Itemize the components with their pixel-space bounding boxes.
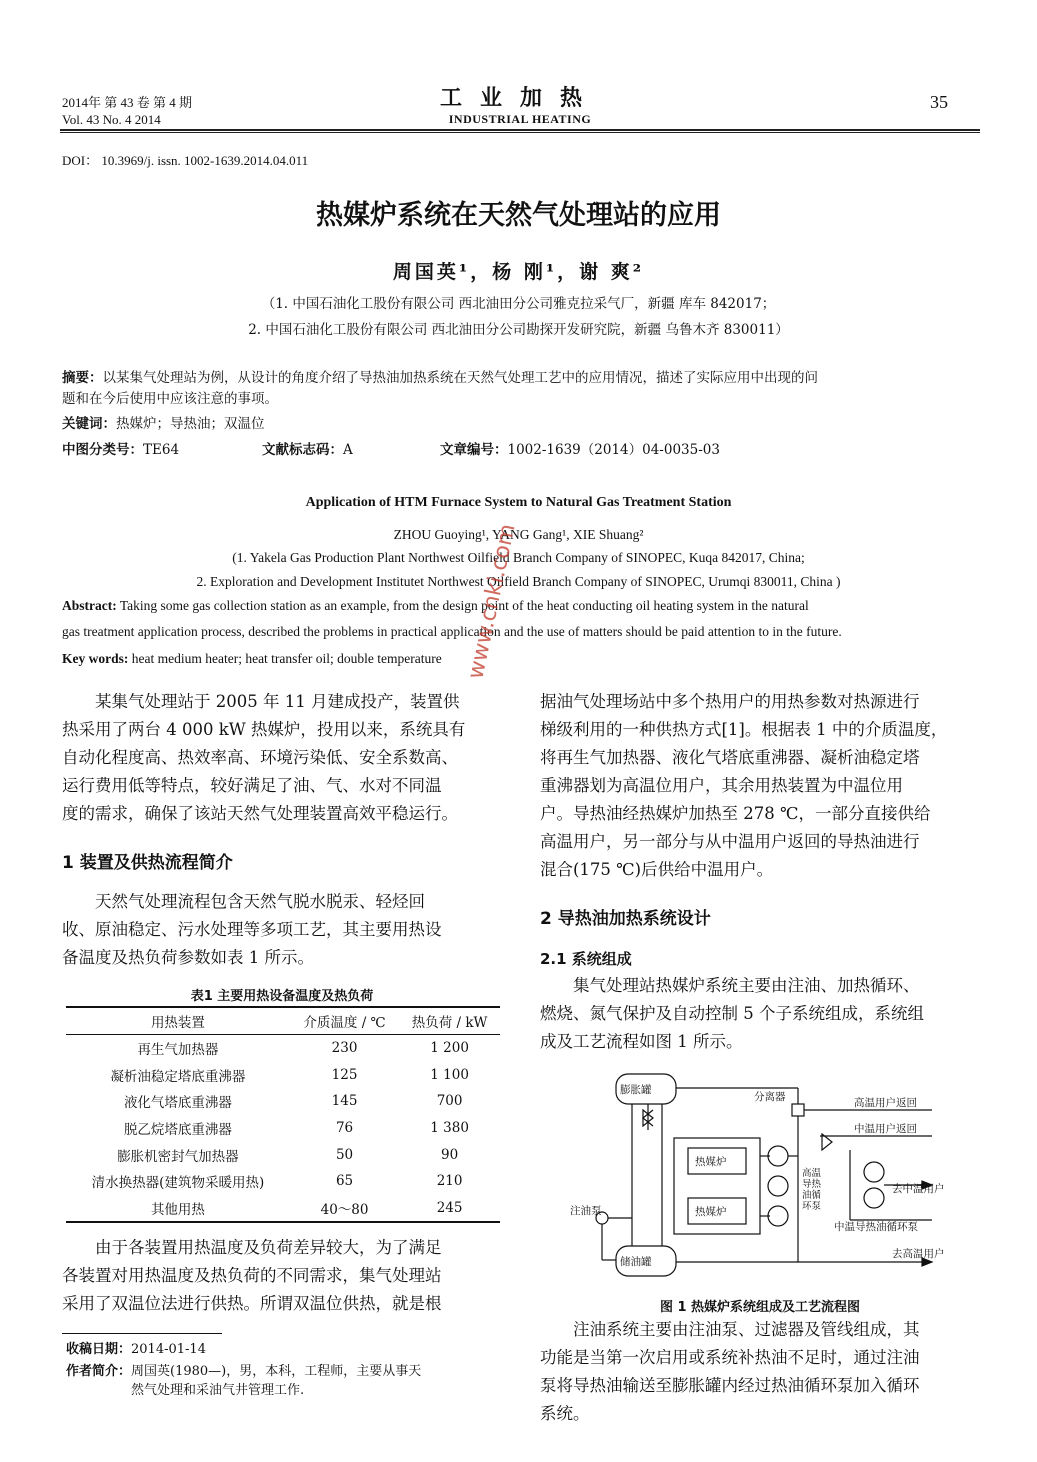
english-keywords-label: Key words: bbox=[62, 651, 129, 666]
after-figure-line: 注油系统主要由注油泵、过滤器及管线组成，其 bbox=[573, 1320, 920, 1339]
english-title: Application of HTM Furnace System to Natural Gas Treatment Station bbox=[305, 495, 732, 510]
label-high-pump-text bbox=[802, 1167, 822, 1212]
keywords-text: 热媒炉；导热油；双温位 bbox=[116, 416, 265, 432]
table-cell: 210 bbox=[436, 1173, 463, 1190]
english-keywords bbox=[62, 646, 982, 672]
label-furnace-2: 热媒炉 bbox=[695, 1206, 727, 1218]
table-cell: 230 bbox=[331, 1040, 358, 1057]
label-mid-return: 中温用户返回 bbox=[854, 1123, 917, 1135]
table-row bbox=[66, 1141, 500, 1168]
watermark-text: www.cnki.com bbox=[463, 521, 521, 682]
english-abstract-line1: Taking some gas collection station as an example, from the design point of the heat conducting oil heating system in the natural bbox=[116, 598, 809, 613]
table-cell: 65 bbox=[335, 1173, 354, 1190]
label-to-mid: 去中温用户 bbox=[892, 1183, 945, 1195]
label-furnace-1: 热媒炉 bbox=[695, 1156, 727, 1168]
label-high-pump-line: 导热 bbox=[802, 1179, 822, 1190]
label-high-pump bbox=[802, 1167, 822, 1212]
right-line: 户。导热油经热媒炉加热至 278 ℃，一部分直接供给 bbox=[540, 804, 931, 823]
received-date bbox=[66, 1340, 206, 1359]
table-cell: 液化气塔底重沸器 bbox=[123, 1095, 232, 1112]
header-rule bbox=[60, 129, 980, 131]
table-cell: 125 bbox=[331, 1066, 358, 1083]
doc-code-value: A bbox=[343, 442, 353, 458]
label-expansion-tank: 膨胀罐 bbox=[620, 1084, 652, 1096]
separator-shape bbox=[792, 1104, 804, 1116]
journal-masthead bbox=[400, 86, 640, 126]
bio-line2: 然气处理和采油气井管理工作. bbox=[131, 1383, 305, 1398]
mid-pump-2-shape bbox=[864, 1188, 884, 1208]
right-line: 高温用户，另一部分与从中温用户返回的导热油进行 bbox=[540, 832, 920, 851]
doc-code-label: 文献标志码： bbox=[262, 442, 343, 458]
affiliation-1: （1. 中国石油化工股份有限公司 西北油田分公司雅克拉采气厂，新疆 库车 842017； bbox=[261, 296, 776, 312]
label-high-return: 高温用户返回 bbox=[854, 1097, 917, 1109]
table-row bbox=[66, 1062, 500, 1089]
journal-name-cn: 工业加热 bbox=[439, 86, 600, 111]
table-cell: 清水换热器(建筑物采暖用热) bbox=[91, 1175, 265, 1192]
intro-line: 自动化程度高、热效率高、环境污染低、安全系数高、 bbox=[62, 748, 458, 767]
after-table-paragraph bbox=[62, 1234, 502, 1318]
issue-info bbox=[62, 94, 192, 128]
footnote-rule bbox=[62, 1333, 222, 1334]
right-line: 重沸器划为高温位用户，其余用热装置为中温位用 bbox=[540, 776, 903, 795]
after-table-line: 由于各装置用热温度及负荷差异较大，为了满足 bbox=[95, 1238, 442, 1257]
article-no-label: 文章编号： bbox=[440, 442, 508, 458]
table-cell: 76 bbox=[335, 1120, 354, 1137]
intro-line: 某集气处理站于 2005 年 11 月建成投产，装置供 bbox=[95, 692, 460, 711]
table-header: 用热装置 bbox=[66, 1007, 290, 1035]
intro-continued bbox=[62, 716, 502, 828]
clc-label: 中图分类号： bbox=[62, 442, 143, 458]
abstract-cn bbox=[62, 368, 982, 410]
intro-line: 运行费用低等特点，较好满足了油、气、水对不同温 bbox=[62, 776, 442, 795]
abstract-line2: 题和在今后使用中应该注意的事项。 bbox=[62, 391, 278, 407]
doi: DOI： 10.3969/j. issn. 1002-1639.2014.04.011 bbox=[62, 153, 309, 168]
right-line: 将再生气加热器、液化气塔底重沸器、凝析油稳定塔 bbox=[540, 748, 920, 767]
section-1-line: 备温度及热负荷参数如表 1 所示。 bbox=[62, 948, 314, 967]
pump-2-shape bbox=[768, 1176, 788, 1196]
label-storage-tank: 储油罐 bbox=[620, 1256, 652, 1268]
table-1-caption: 表1 主要用热设备温度及热负荷 bbox=[190, 989, 374, 1004]
table-cell: 凝析油稳定塔底重沸器 bbox=[110, 1068, 246, 1085]
table-cell: 膨胀机密封气加热器 bbox=[117, 1148, 239, 1165]
table-header: 介质温度 / ℃ bbox=[290, 1007, 399, 1035]
right-line: 梯级利用的一种供热方式[1]。根据表 1 中的介质温度， bbox=[540, 720, 948, 739]
english-keywords-text: heat medium heater; heat transfer oil; double temperature bbox=[128, 651, 442, 666]
section-2-1-line: 成及工艺流程如图 1 所示。 bbox=[540, 1032, 743, 1051]
authors: 周国英¹，杨 刚¹，谢 爽² bbox=[392, 261, 645, 283]
section-1-paragraph bbox=[62, 888, 502, 972]
english-affil-1: (1. Yakela Gas Production Plant Northwest Oilfield Branch Company of SINOPEC, Kuqa 842017, China; bbox=[232, 550, 805, 565]
paper-title: 热媒炉系统在天然气处理站的应用 bbox=[316, 200, 721, 231]
label-separator: 分离器 bbox=[754, 1091, 786, 1103]
affiliation-2: 2. 中国石油化工股份有限公司 西北油田分公司勘探开发研究院，新疆 乌鲁木齐 830011） bbox=[248, 322, 789, 338]
classification-line bbox=[62, 440, 982, 461]
watermark bbox=[440, 485, 521, 685]
intro-line: 度的需求，确保了该站天然气处理装置高效平稳运行。 bbox=[62, 804, 458, 823]
journal-name-en: INDUSTRIAL HEATING bbox=[448, 112, 592, 126]
label-high-pump-line: 环泵 bbox=[802, 1201, 822, 1212]
table-cell: 90 bbox=[441, 1146, 459, 1163]
intro-paragraph bbox=[62, 688, 502, 716]
english-abstract-label: Abstract: bbox=[62, 598, 117, 613]
section-2-heading: 2 导热油加热系统设计 bbox=[540, 909, 711, 929]
bio-line1: 周国英(1980—)，男，本科，工程师，主要从事天 bbox=[131, 1364, 422, 1379]
table-row bbox=[66, 1168, 500, 1195]
abstract-label: 摘要： bbox=[62, 370, 103, 386]
english-abstract bbox=[62, 593, 982, 645]
issue-en: Vol. 43 No. 4 2014 bbox=[62, 112, 161, 127]
intro-line: 热采用了两台 4 000 kW 热媒炉，投用以来，系统具有 bbox=[62, 720, 466, 739]
pump-1-shape bbox=[768, 1146, 788, 1166]
figure-1-diagram bbox=[570, 1068, 970, 1288]
table-cell: 245 bbox=[399, 1195, 500, 1223]
after-table-line: 各装置对用热温度及热负荷的不同需求，集气处理站 bbox=[62, 1266, 442, 1285]
article-no-value: 1002-1639（2014）04-0035-03 bbox=[507, 442, 720, 458]
bio-label: 作者简介： bbox=[66, 1364, 132, 1379]
keywords-label: 关键词： bbox=[62, 416, 116, 432]
table-1 bbox=[66, 1006, 500, 1223]
right-paragraph-1 bbox=[540, 688, 980, 884]
received-label: 收稿日期： bbox=[66, 1342, 132, 1357]
section-2-1-paragraph bbox=[540, 972, 980, 1056]
section-2-1-line: 集气处理站热媒炉系统主要由注油、加热循环、 bbox=[573, 976, 920, 995]
pump-3-shape bbox=[768, 1206, 788, 1226]
table-row bbox=[66, 1088, 500, 1115]
page-number: 35 bbox=[930, 92, 948, 112]
table-cell: 700 bbox=[436, 1093, 463, 1110]
section-1-heading: 1 装置及供热流程简介 bbox=[62, 853, 233, 873]
after-figure-line: 系统。 bbox=[540, 1404, 590, 1423]
label-high-pump-line: 高温 bbox=[802, 1168, 822, 1179]
issue-cn: 2014年 第 43 卷 第 4 期 bbox=[62, 95, 193, 110]
table-cell: 1 200 bbox=[430, 1040, 469, 1057]
after-figure-paragraph bbox=[540, 1316, 980, 1428]
table-header: 热负荷 / kW bbox=[399, 1007, 500, 1035]
table-cell: 1 380 bbox=[430, 1120, 469, 1137]
table-cell: 1 100 bbox=[430, 1066, 469, 1083]
after-figure-line: 泵将导热油输送至膨胀罐内经过热油循环泵加入循环 bbox=[540, 1376, 920, 1395]
after-table-line: 采用了双温位法进行供热。所谓双温位供热，就是根 bbox=[62, 1294, 442, 1313]
received-value: 2014-01-14 bbox=[131, 1342, 206, 1357]
table-cell: 脱乙烷塔底重沸器 bbox=[123, 1122, 232, 1139]
label-fill-pump: 注油泵 bbox=[570, 1205, 602, 1217]
table-cell: 40～80 bbox=[290, 1195, 399, 1223]
keywords-cn bbox=[62, 414, 982, 435]
header-rule-thin bbox=[60, 132, 980, 133]
english-abstract-line2: gas treatment application process, described the problems in practical application and the use of matters should be paid attention to in the future. bbox=[62, 624, 842, 639]
label-mid-pump: 中温导热油循环泵 bbox=[834, 1221, 918, 1233]
after-figure-line: 功能是当第一次启用或系统补热油不足时，通过注油 bbox=[540, 1348, 920, 1367]
mid-pump-1-shape bbox=[864, 1162, 884, 1182]
table-row bbox=[66, 1035, 500, 1062]
clc-value: TE64 bbox=[143, 442, 180, 458]
right-line: 据油气处理场站中多个热用户的用热参数对热源进行 bbox=[540, 692, 920, 711]
section-2-1-heading: 2.1 系统组成 bbox=[540, 950, 632, 968]
english-authors: ZHOU Guoying¹, YANG Gang¹, XIE Shuang² bbox=[393, 527, 644, 542]
figure-1-caption: 图 1 热媒炉系统组成及工艺流程图 bbox=[659, 1300, 861, 1315]
table-row bbox=[66, 1195, 500, 1223]
english-affil-2: 2. Exploration and Development Institutet Northwest Oilfield Branch Company of SINOPEC, Urumqi 830011, China ) bbox=[196, 574, 841, 589]
section-1-line: 收、原油稳定、污水处理等多项工艺，其主要用热设 bbox=[62, 920, 442, 939]
abstract-line1: 以某集气处理站为例，从设计的角度介绍了导热油加热系统在天然气处理工艺中的应用情况，描述了实际应用中出现的问 bbox=[102, 370, 818, 386]
author-bio bbox=[66, 1362, 421, 1400]
section-1-line: 天然气处理流程包含天然气脱水脱汞、轻烃回 bbox=[95, 892, 425, 911]
table-cell: 其他用热 bbox=[66, 1195, 290, 1223]
label-high-pump-line: 油循 bbox=[802, 1190, 822, 1201]
table-row bbox=[66, 1115, 500, 1142]
table-cell: 145 bbox=[331, 1093, 358, 1110]
table-cell: 50 bbox=[335, 1146, 354, 1163]
right-line: 混合(175 ℃)后供给中温用户。 bbox=[540, 860, 774, 879]
label-to-high: 去高温用户 bbox=[892, 1248, 945, 1260]
table-cell: 再生气加热器 bbox=[137, 1042, 219, 1059]
section-2-1-line: 燃烧、氮气保护及自动控制 5 个子系统组成，系统组 bbox=[540, 1004, 924, 1023]
